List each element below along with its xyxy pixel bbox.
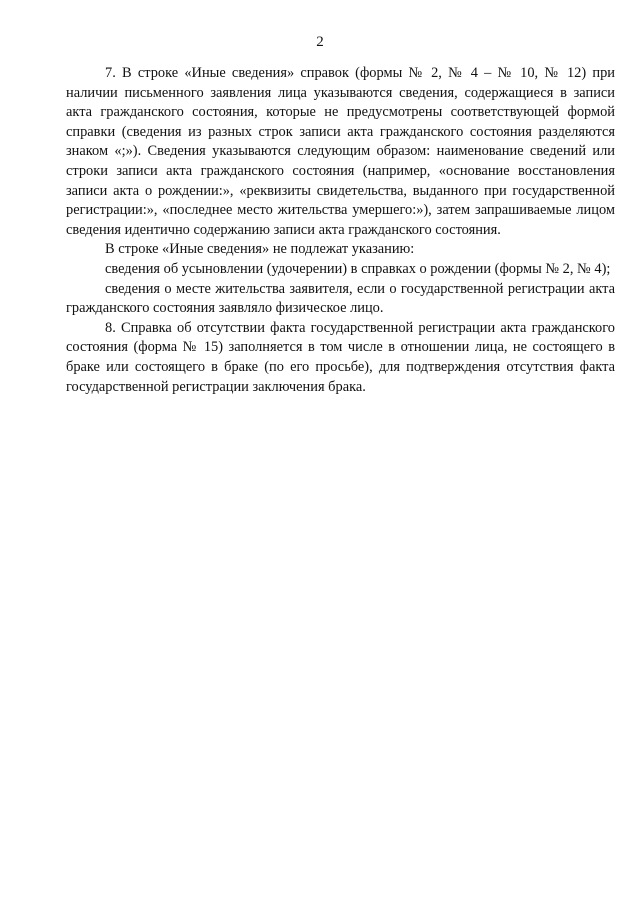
page-number: 2 xyxy=(316,34,324,50)
paragraph-adoption-info: сведения об усыновлении (удочерении) в справках о рождении (формы № 2, № 4); xyxy=(105,260,611,277)
paragraph-8: 8. Справка об отсутствии факта государственной регистрации акта гражданского состояния (форма № 15) заполняется в том числе в отношении лица, не состоящего в браке или состоящего в браке (по его просьбе), для подтверждения отсутствия факта государственной регистрации заключения брака. xyxy=(66,319,615,395)
paragraph-exclusions-intro: В строке «Иные сведения» не подлежат указанию: xyxy=(105,241,415,258)
paragraph-7: 7. В строке «Иные сведения» справок (формы № 2, № 4 – № 10, № 12) при наличии письменного заявления лица указываются сведения, содержащиеся в записи акта гражданского состояния, которые не предусмотрены соответствующей формой справки (сведения из разных строк записи акта гражданского состояния разделяются знаком «;»). Сведения указываются следующим образом: наименование сведений или строки записи акта гражданского состояния (например, «основание восстановления записи акта о рождении:», «реквизиты свидетельства, выданного при государственной регистрации:», «последнее место жительства умершего:»), затем запрашиваемые лицом сведения идентично содержанию записи акта гражданского состояния. xyxy=(66,65,615,238)
document-body xyxy=(66,64,615,397)
paragraph-residence-info: сведения о месте жительства заявителя, если о государственной регистрации акта гражданского состояния заявляло физическое лицо. xyxy=(66,280,615,317)
